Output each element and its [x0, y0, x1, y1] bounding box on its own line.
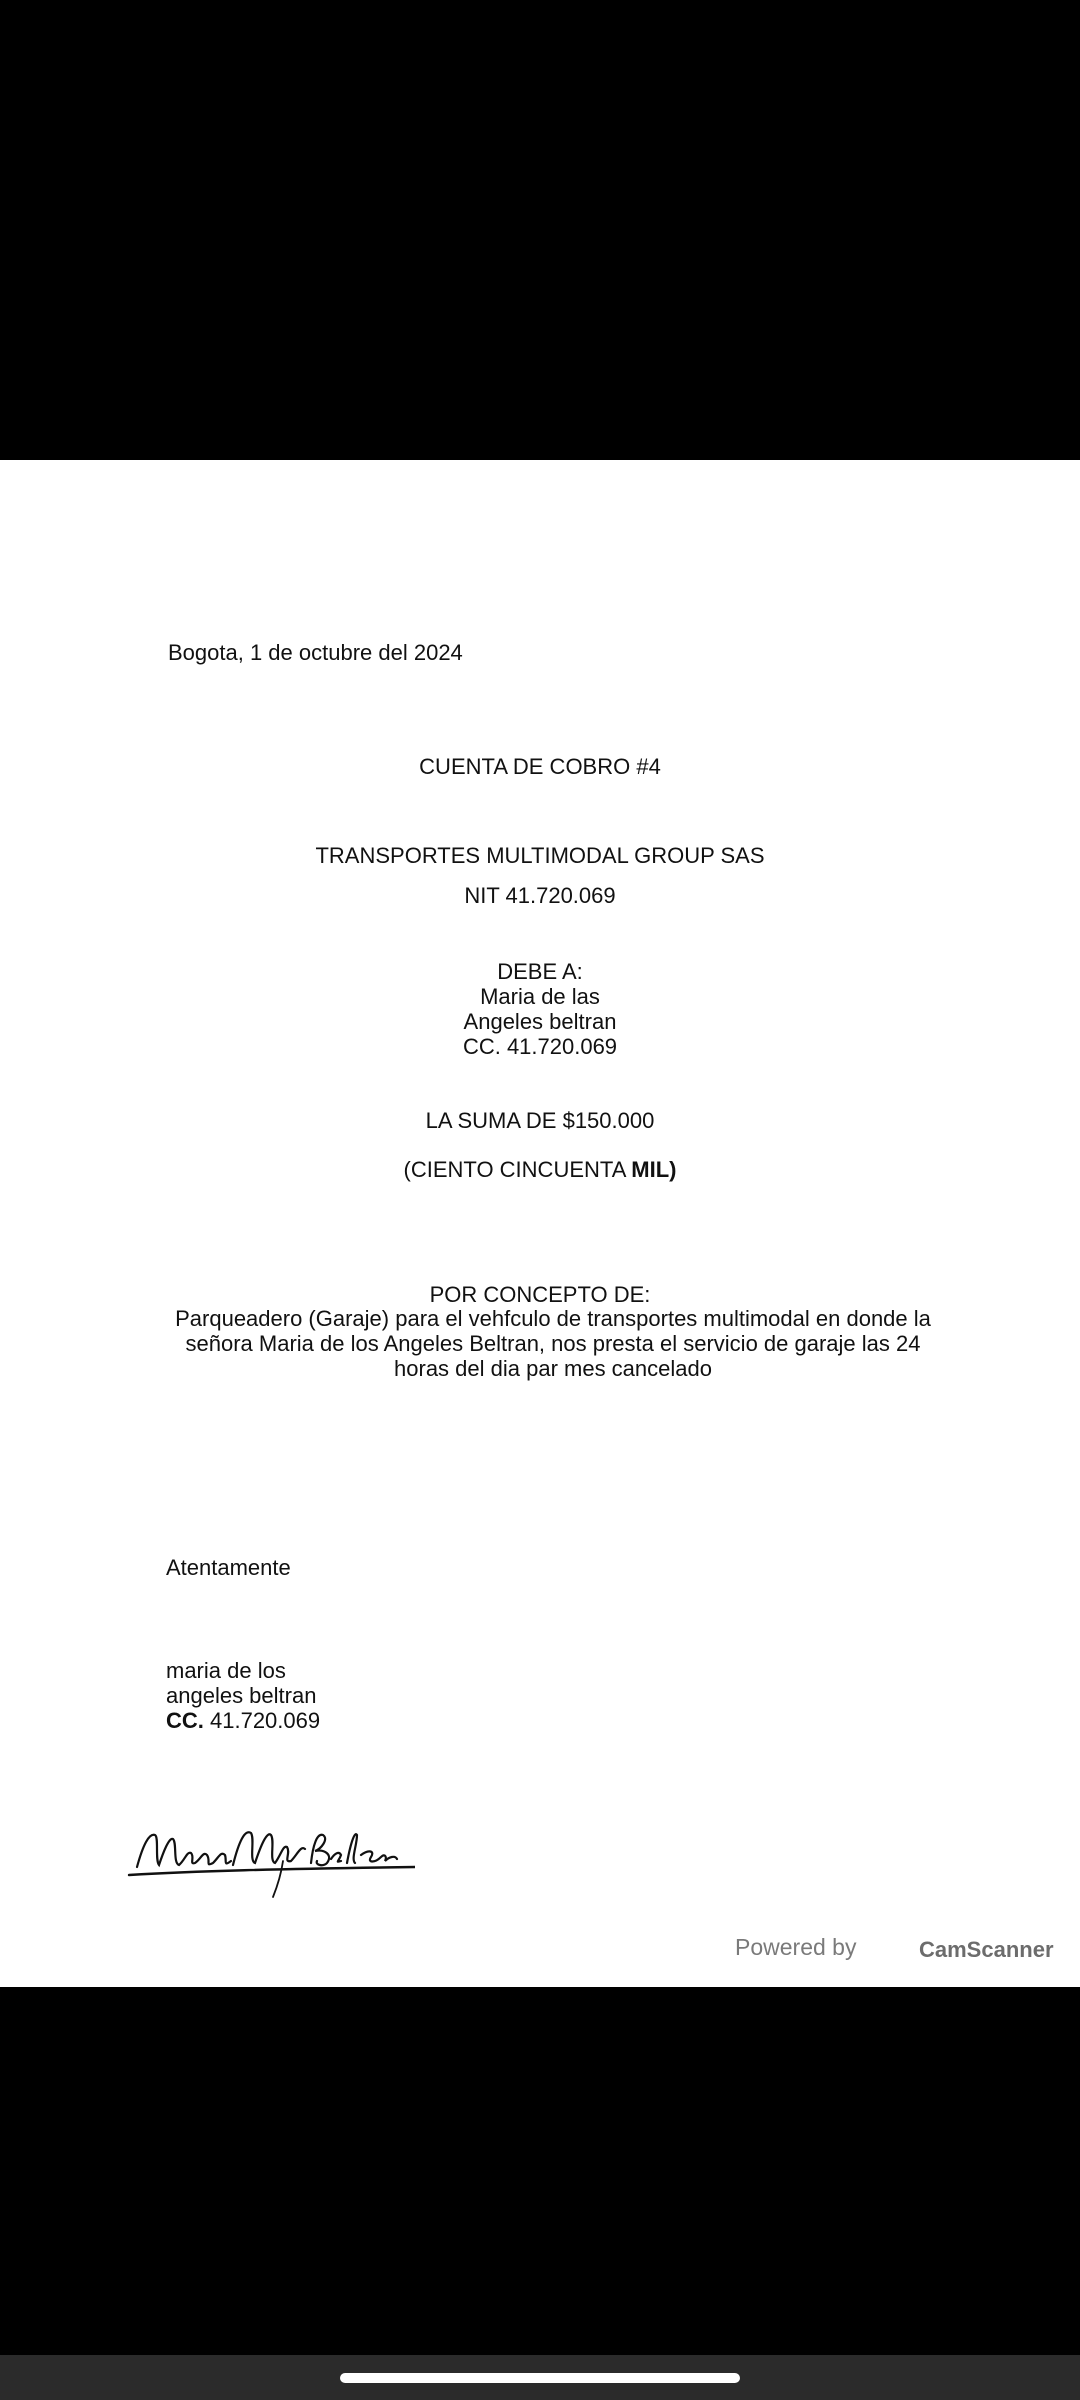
amount-line: LA SUMA DE $150.000 [425, 1108, 655, 1133]
top-black-band [0, 0, 1080, 460]
document-title: CUENTA DE COBRO #4 [419, 754, 661, 779]
company-name: TRANSPORTES MULTIMODAL GROUP SAS [315, 843, 765, 868]
camscanner-brand: CamScanner [919, 1937, 1054, 1962]
creditor-name-line2: Angeles beltran [463, 1009, 617, 1034]
handwritten-signature [125, 1805, 415, 1905]
concept-text: Parqueadero (Garaje) para el vehfculo de transportes multimodal en donde la señora Maria de los Angeles Beltran, nos presta el servicio de garaje las 24 horas del dia par mes cancelado [175, 1306, 931, 1381]
signer-id-number: 41.720.069 [203, 1708, 321, 1733]
bottom-black-band [0, 1987, 1080, 2355]
document-date: Bogota, 1 de octubre del 2024 [168, 640, 463, 665]
signer-name-line1: maria de los [166, 1658, 286, 1683]
amount-in-words [0, 1157, 1080, 1183]
home-indicator-handle[interactable] [340, 2373, 740, 2383]
signer-id [166, 1708, 320, 1734]
amount-words-prefix: (CIENTO CINCUENTA [403, 1157, 632, 1182]
amount-words-bold: MIL) [631, 1157, 677, 1182]
creditor-heading: DEBE A: [497, 959, 583, 984]
concept-heading: POR CONCEPTO DE: [429, 1282, 651, 1307]
closing-text: Atentamente [166, 1555, 291, 1580]
creditor-name-line1: Maria de las [480, 984, 600, 1009]
scanned-document [0, 460, 1080, 1987]
creditor-id: CC. 41.720.069 [462, 1034, 618, 1059]
powered-by-label: Powered by [735, 1934, 857, 1960]
company-nit: NIT 41.720.069 [464, 883, 616, 908]
signer-name-line2: angeles beltran [166, 1683, 317, 1708]
signer-id-label: CC. [166, 1708, 204, 1733]
